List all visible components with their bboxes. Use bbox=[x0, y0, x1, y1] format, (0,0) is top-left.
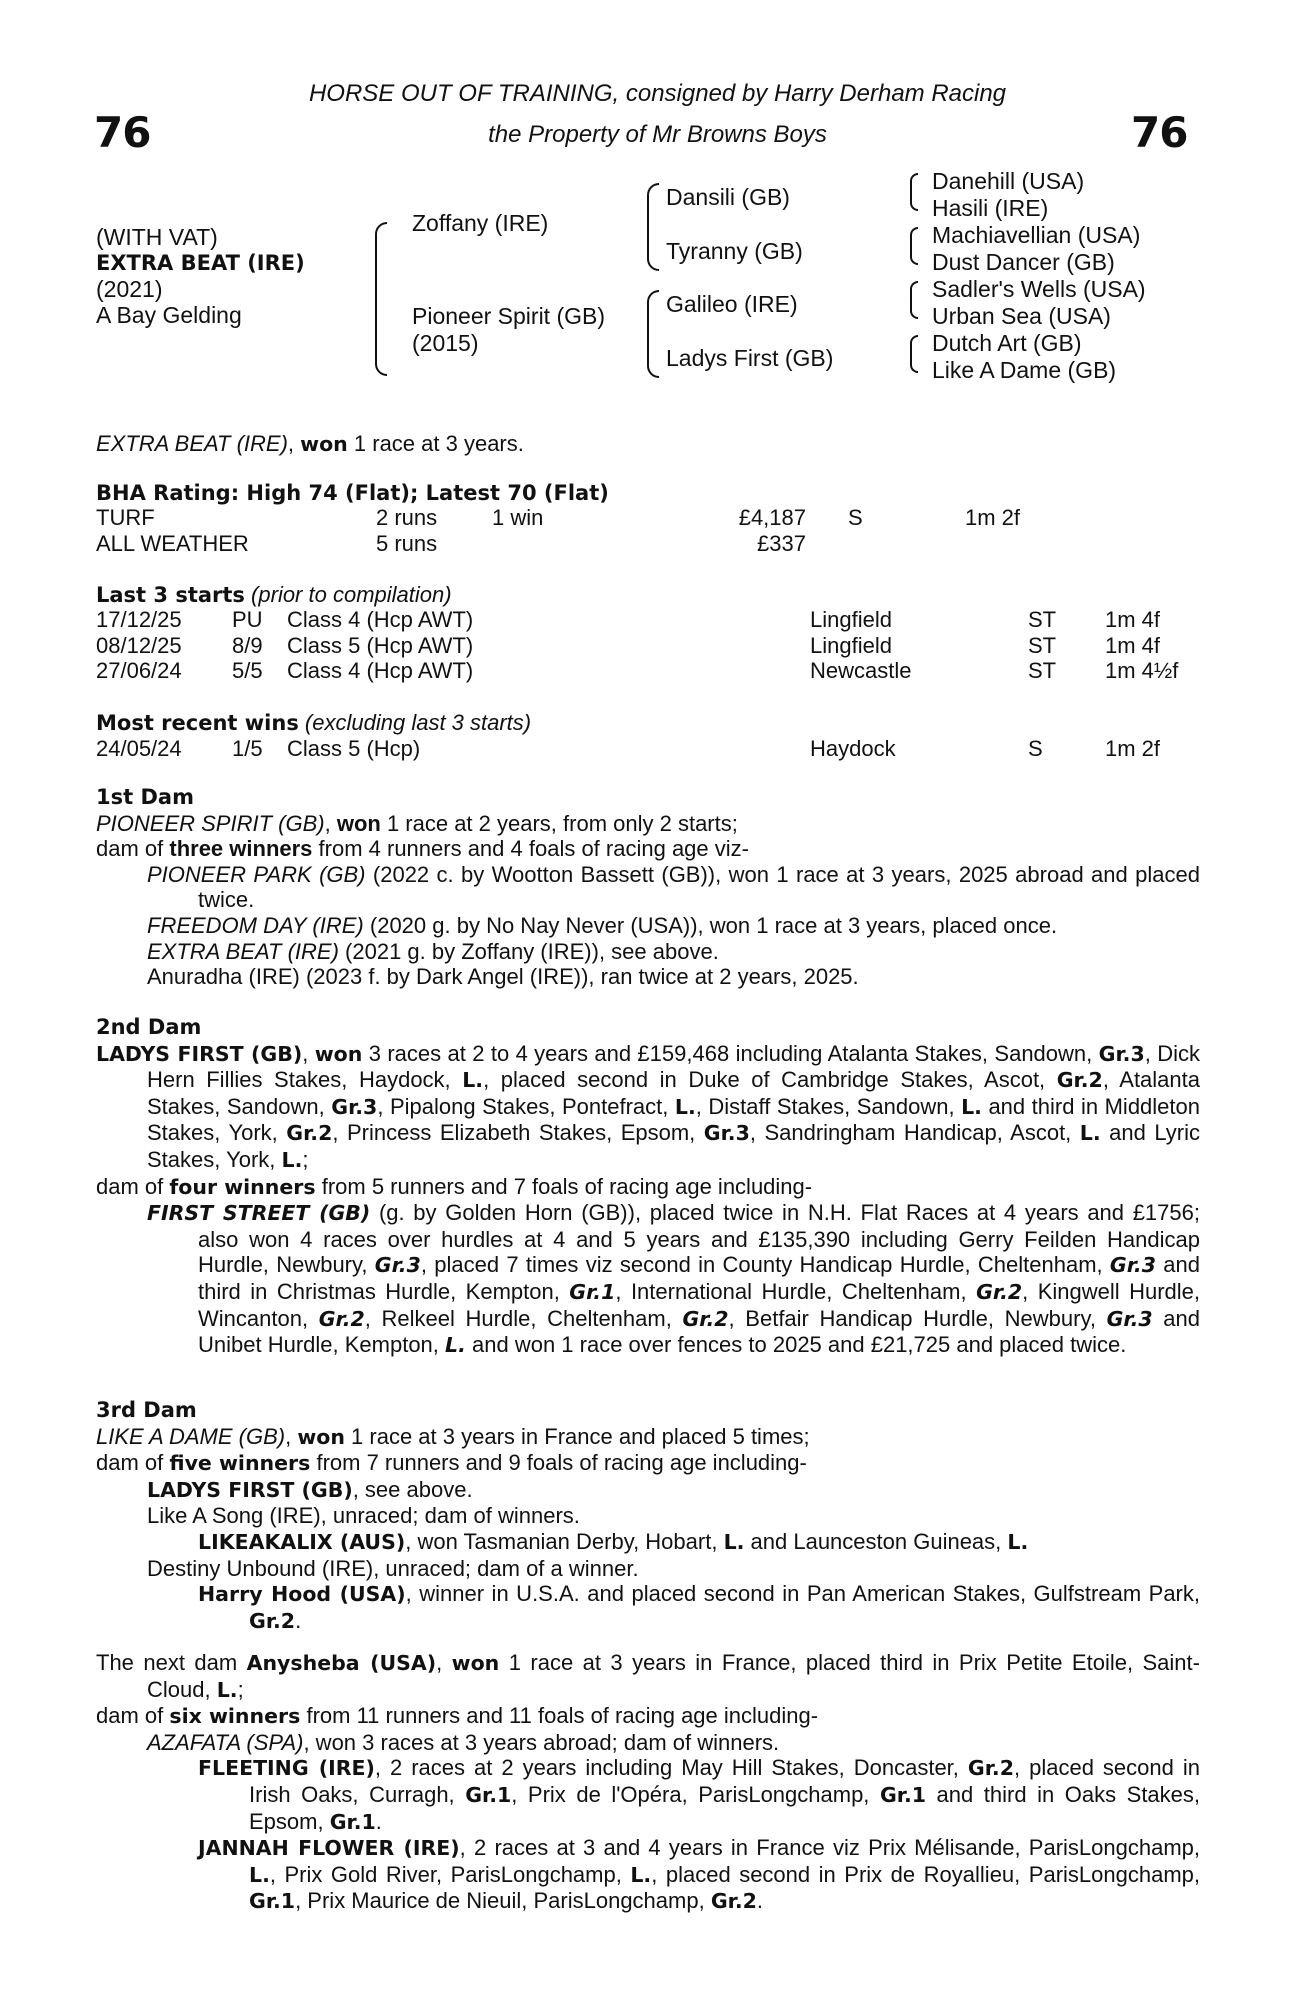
section-paragraph bbox=[96, 1174, 1200, 1201]
text-run: L. bbox=[216, 1677, 238, 1702]
text-run: Gr.1 bbox=[465, 1782, 512, 1807]
rating-prize: £4,187 bbox=[738, 505, 806, 530]
text-run: L. bbox=[1079, 1121, 1101, 1146]
pedigree-brace-dam-line bbox=[647, 290, 659, 378]
text-run: , bbox=[302, 1040, 315, 1066]
pedigree-section bbox=[96, 785, 1200, 990]
recent-wins-title: Most recent wins bbox=[96, 711, 299, 735]
race-distance: 1m 4f bbox=[1105, 632, 1161, 658]
race-distance: 1m 4½f bbox=[1105, 658, 1179, 683]
section-paragraph bbox=[96, 1703, 1200, 1730]
pedigree-brace-gg1 bbox=[910, 173, 918, 211]
text-run: , placed 7 times viz second in County Handicap Hurdle, Cheltenham, bbox=[420, 1252, 1110, 1278]
text-run: three winners bbox=[169, 836, 313, 862]
pedigree-brace-parents bbox=[375, 222, 387, 376]
horse-name: EXTRA BEAT (IRE) bbox=[96, 251, 305, 275]
section-paragraph bbox=[147, 964, 1200, 990]
text-run: , 2 races at 2 years including May Hill Stakes, Doncaster, bbox=[374, 1755, 968, 1781]
text-run: , bbox=[324, 810, 337, 836]
race-position: 5/5 bbox=[232, 658, 263, 683]
text-run: , Atalanta Stakes, Sandown, bbox=[147, 1067, 1200, 1119]
vat-status: (WITH VAT) bbox=[96, 224, 218, 250]
section-paragraph bbox=[147, 913, 1200, 939]
race-distance: 1m 4f bbox=[1105, 607, 1161, 632]
rating-distance: 1m 2f bbox=[965, 505, 1021, 530]
text-run: 1 race at 3 years in France and placed 5 times; bbox=[344, 1423, 810, 1449]
race-going: ST bbox=[1028, 658, 1057, 683]
text-run: and third in Middleton Stakes, York, bbox=[147, 1093, 1201, 1146]
text-run: , Relkeel Hurdle, Cheltenham, bbox=[364, 1305, 683, 1331]
text-run: Gr.3 bbox=[703, 1121, 750, 1146]
text-run: JANNAH FLOWER (IRE) bbox=[198, 1836, 460, 1861]
text-run: from 11 runners and 11 foals of racing age including- bbox=[300, 1703, 819, 1729]
text-run: Gr.2 bbox=[1056, 1068, 1103, 1093]
section-title: 1st Dam bbox=[96, 785, 194, 809]
section-paragraph bbox=[198, 1581, 1200, 1634]
text-run: Gr.1 bbox=[329, 1809, 376, 1834]
text-run: Destiny Unbound (IRE), unraced; dam of a winner. bbox=[147, 1555, 639, 1581]
text-run: and won 1 race over fences to 2025 and £21,725 and placed twice. bbox=[465, 1332, 1127, 1358]
pedigree-dam-dam: Ladys First (GB) bbox=[666, 345, 834, 371]
race-position: 8/9 bbox=[232, 632, 263, 658]
pedigree-sire: Zoffany (IRE) bbox=[412, 210, 549, 236]
text-run: and third in Oaks Stakes, Epsom, bbox=[249, 1781, 1201, 1834]
text-run: , placed second in Duke of Cambridge Stakes, Ascot, bbox=[483, 1067, 1057, 1093]
text-run: dam of bbox=[96, 836, 170, 862]
race-venue: Lingfield bbox=[810, 632, 892, 658]
text-run: Gr.2 bbox=[249, 1608, 296, 1633]
catalogue-header-property: the Property of Mr Browns Boys bbox=[488, 121, 827, 148]
rating-surface: ALL WEATHER bbox=[96, 530, 249, 556]
text-run: LADYS FIRST (GB) bbox=[147, 1477, 353, 1502]
text-run: Harry Hood (USA) bbox=[198, 1582, 406, 1607]
text-run: and Unibet Hurdle, Kempton, bbox=[198, 1305, 1200, 1358]
text-run: Anuradha (IRE) (2023 f. by Dark Angel (IRE)), ran twice at 2 years, 2025. bbox=[147, 964, 859, 990]
text-run: L. bbox=[281, 1147, 303, 1172]
rating-wins: 1 win bbox=[492, 505, 544, 530]
catalogue-header-consignor: HORSE OUT OF TRAINING, consigned by Harry Derham Racing bbox=[308, 80, 1007, 107]
recent-wins-heading bbox=[96, 710, 531, 736]
section-paragraph bbox=[96, 811, 1200, 837]
text-run: six winners bbox=[169, 1704, 301, 1729]
text-run: , Princess Elizabeth Stakes, Epsom, bbox=[332, 1120, 704, 1146]
text-run: from 5 runners and 7 foals of racing age including- bbox=[315, 1173, 813, 1199]
text-run: , won Tasmanian Derby, Hobart, bbox=[405, 1528, 724, 1554]
text-run: Gr.1 bbox=[569, 1279, 616, 1304]
text-run: four winners bbox=[169, 1174, 316, 1199]
text-run: dam of bbox=[96, 1703, 170, 1729]
text-run: EXTRA BEAT (IRE) bbox=[147, 938, 339, 964]
race-distance: 1m 2f bbox=[1105, 736, 1161, 761]
text-run: (2021 g. by Zoffany (IRE)), see above. bbox=[338, 938, 719, 964]
text-run: . bbox=[295, 1607, 302, 1633]
text-run: L. bbox=[961, 1094, 982, 1119]
last-starts-heading bbox=[96, 582, 452, 608]
text-run: Anysheba (USA) bbox=[246, 1651, 437, 1675]
text-run: won bbox=[314, 1041, 363, 1066]
text-run: Gr.2 bbox=[967, 1756, 1014, 1781]
text-run: 3 races at 2 to 4 years and £159,468 including Atalanta Stakes, Sandown, bbox=[362, 1040, 1099, 1066]
text-run: 1 race at 3 years in France, placed third in Prix Petite Etoile, Saint-Cloud, bbox=[147, 1650, 1200, 1702]
section-paragraph bbox=[147, 1556, 1200, 1582]
lot-number-right: 76 bbox=[1131, 108, 1188, 157]
text-run: The next dam bbox=[96, 1650, 247, 1675]
rating-runs: 5 runs bbox=[376, 530, 438, 556]
text-run: from 7 runners and 9 foals of racing age including- bbox=[310, 1450, 807, 1476]
pedigree-brace-gg4 bbox=[910, 335, 918, 373]
text-run: Gr.2 bbox=[710, 1889, 757, 1914]
text-run: PIONEER PARK (GB) bbox=[147, 861, 366, 887]
race-position: PU bbox=[232, 607, 263, 632]
race-class: Class 4 (Hcp AWT) bbox=[287, 607, 474, 632]
rating-prize: £337 bbox=[757, 530, 806, 556]
pedigree-gg-1: Danehill (USA) bbox=[932, 168, 1085, 194]
text-run: , bbox=[436, 1650, 452, 1675]
text-run: Gr.2 bbox=[682, 1306, 729, 1331]
race-venue: Newcastle bbox=[810, 658, 912, 683]
text-run: L. bbox=[723, 1529, 745, 1554]
pedigree-dam-sire: Galileo (IRE) bbox=[666, 291, 798, 317]
pedigree-gg-7: Dutch Art (GB) bbox=[932, 330, 1082, 356]
text-run: L. bbox=[462, 1068, 484, 1093]
last-starts-subtitle: (prior to compilation) bbox=[244, 582, 452, 607]
section-paragraph bbox=[147, 939, 1200, 965]
text-run: , placed second in Prix de Royallieu, ParisLongchamp, bbox=[651, 1861, 1200, 1887]
text-run: Gr.3 bbox=[1106, 1306, 1153, 1331]
text-run: from 4 runners and 4 foals of racing age viz- bbox=[312, 836, 749, 862]
text-run: , International Hurdle, Cheltenham, bbox=[615, 1278, 977, 1304]
text-run: FREEDOM DAY (IRE) bbox=[147, 912, 364, 938]
pedigree-gg-4: Dust Dancer (GB) bbox=[932, 249, 1115, 275]
section-paragraph bbox=[147, 1477, 1200, 1504]
text-run: LIKE A DAME (GB) bbox=[96, 1423, 286, 1449]
recent-wins-subtitle: (excluding last 3 starts) bbox=[298, 710, 532, 735]
race-venue: Lingfield bbox=[810, 607, 892, 632]
race-summary bbox=[96, 431, 524, 457]
race-date: 24/05/24 bbox=[96, 736, 182, 761]
text-run: . bbox=[375, 1808, 382, 1834]
text-run: and Launceston Guineas, bbox=[744, 1528, 1008, 1554]
race-class: Class 5 (Hcp AWT) bbox=[287, 632, 474, 658]
text-run: , Distaff Stakes, Sandown, bbox=[695, 1093, 962, 1119]
race-class: Class 4 (Hcp AWT) bbox=[287, 658, 474, 683]
text-run: and Lyric Stakes, York, bbox=[147, 1120, 1200, 1172]
text-run: Gr.1 bbox=[879, 1782, 927, 1807]
text-run: , winner in U.S.A. and placed second in Pan American Stakes, Gulfstream Park, bbox=[405, 1581, 1200, 1607]
text-run: dam of bbox=[96, 1173, 170, 1199]
text-run: , 2 races at 3 and 4 years in France viz Prix Mélisande, ParisLongchamp, bbox=[459, 1835, 1200, 1861]
text-run: won bbox=[336, 810, 381, 836]
rating-surface: TURF bbox=[96, 505, 155, 530]
text-run: L. bbox=[674, 1094, 696, 1119]
text-run: , bbox=[285, 1423, 298, 1449]
text-run: Gr.1 bbox=[249, 1889, 296, 1914]
text-run: (2022 c. by Wootton Bassett (GB)), won 1 race at 3 years, 2025 abroad and placed twice. bbox=[198, 861, 1200, 913]
pedigree-section bbox=[96, 1650, 1200, 1915]
lot-number-left: 76 bbox=[94, 108, 151, 157]
pedigree-sire-dam: Tyranny (GB) bbox=[666, 238, 803, 264]
text-run: , placed second in Irish Oaks, Curragh, bbox=[249, 1755, 1200, 1807]
text-run: 1 race at 2 years, from only 2 starts; bbox=[380, 810, 738, 836]
text-run: five winners bbox=[169, 1451, 311, 1476]
horse-description: A Bay Gelding bbox=[96, 302, 242, 328]
race-class: Class 5 (Hcp) bbox=[287, 736, 421, 761]
pedigree-gg-6: Urban Sea (USA) bbox=[932, 303, 1111, 329]
text-run: FIRST STREET (GB) bbox=[147, 1201, 371, 1226]
text-run: L. bbox=[630, 1862, 652, 1887]
text-run: Gr.3 bbox=[1109, 1253, 1156, 1278]
summary-horse-name: EXTRA BEAT (IRE) bbox=[96, 431, 288, 456]
text-run: L. bbox=[1007, 1529, 1029, 1554]
pedigree-section bbox=[96, 1015, 1200, 1359]
text-run: LIKEAKALIX (AUS) bbox=[198, 1529, 406, 1554]
rating-runs: 2 runs bbox=[376, 505, 438, 530]
summary-won: won bbox=[300, 432, 348, 456]
section-paragraph bbox=[198, 1755, 1200, 1835]
text-run: , Sandringham Handicap, Ascot, bbox=[749, 1120, 1080, 1146]
text-run: LADYS FIRST (GB) bbox=[96, 1041, 303, 1066]
text-run: Gr.2 bbox=[976, 1279, 1023, 1304]
text-run: , Dick Hern Fillies Stakes, Haydock, bbox=[147, 1040, 1200, 1093]
text-run: and third in Christmas Hurdle, Kempton, bbox=[198, 1252, 1200, 1304]
race-date: 27/06/24 bbox=[96, 658, 182, 683]
pedigree-gg-5: Sadler's Wells (USA) bbox=[932, 276, 1146, 302]
text-run: Gr.2 bbox=[318, 1306, 365, 1331]
pedigree-brace-gg2 bbox=[910, 227, 918, 265]
text-run: , won 3 races at 3 years abroad; dam of winners. bbox=[303, 1729, 780, 1755]
text-run: (2020 g. by No Nay Never (USA)), won 1 race at 3 years, placed once. bbox=[363, 912, 1058, 938]
race-date: 17/12/25 bbox=[96, 607, 182, 632]
text-run: Gr.3 bbox=[374, 1253, 421, 1278]
section-paragraph bbox=[96, 1041, 1200, 1174]
bha-rating-title: BHA Rating: High 74 (Flat); Latest 70 (Flat) bbox=[96, 481, 609, 505]
text-run: FLEETING (IRE) bbox=[198, 1756, 375, 1781]
text-run: dam of bbox=[96, 1450, 170, 1476]
text-run: , Betfair Handicap Hurdle, Newbury, bbox=[728, 1305, 1107, 1331]
race-going: S bbox=[1028, 736, 1043, 761]
section-paragraph bbox=[147, 1730, 1200, 1756]
pedigree-gg-2: Hasili (IRE) bbox=[932, 195, 1049, 221]
section-paragraph bbox=[147, 862, 1200, 913]
summary-rest: 1 race at 3 years. bbox=[347, 431, 524, 456]
text-run: ; bbox=[237, 1676, 244, 1702]
text-run: , Kingwell Hurdle, Wincanton, bbox=[198, 1278, 1201, 1331]
race-venue: Haydock bbox=[810, 736, 896, 761]
last-starts-title: Last 3 starts bbox=[96, 583, 245, 607]
text-run: L. bbox=[445, 1333, 466, 1358]
text-run: PIONEER SPIRIT (GB) bbox=[96, 810, 325, 836]
text-run: Gr.2 bbox=[286, 1121, 333, 1146]
race-going: ST bbox=[1028, 632, 1057, 658]
section-paragraph bbox=[147, 1200, 1200, 1359]
section-paragraph bbox=[96, 1424, 1200, 1451]
text-run: Gr.3 bbox=[1098, 1041, 1145, 1066]
section-paragraph bbox=[96, 1450, 1200, 1477]
section-paragraph bbox=[96, 1650, 1200, 1703]
section-title: 2nd Dam bbox=[96, 1015, 202, 1039]
pedigree-gg-3: Machiavellian (USA) bbox=[932, 222, 1141, 248]
pedigree-sire-sire: Dansili (GB) bbox=[666, 184, 790, 210]
horse-year: (2021) bbox=[96, 276, 163, 302]
text-run: won bbox=[451, 1651, 500, 1675]
text-run: , see above. bbox=[352, 1476, 473, 1502]
text-run: Like A Song (IRE), unraced; dam of winners. bbox=[147, 1503, 580, 1529]
section-paragraph bbox=[96, 836, 1200, 862]
text-run: (g. by Golden Horn (GB)), placed twice in N.H. Flat Races at 4 years and £1756; also won 4 races over hurdles at 4 and 5 years and £135,390 including Gerry Feilden Handicap Hurdle, Newbury, bbox=[198, 1200, 1200, 1278]
pedigree-brace-gg3 bbox=[910, 281, 918, 319]
pedigree-brace-sire-line bbox=[647, 183, 659, 271]
text-run: L. bbox=[249, 1862, 270, 1887]
text-run: won bbox=[297, 1424, 345, 1449]
pedigree-dam-year: (2015) bbox=[412, 330, 479, 356]
text-run: Gr.3 bbox=[331, 1094, 378, 1119]
rating-going: S bbox=[848, 505, 863, 530]
text-run: , Prix Gold River, ParisLongchamp, bbox=[269, 1861, 631, 1887]
summary-separator: , bbox=[287, 431, 301, 456]
text-run: ; bbox=[302, 1146, 309, 1172]
race-date: 08/12/25 bbox=[96, 632, 182, 658]
text-run: , Pipalong Stakes, Pontefract, bbox=[377, 1093, 675, 1119]
race-going: ST bbox=[1028, 607, 1057, 632]
pedigree-section bbox=[96, 1398, 1200, 1634]
text-run: AZAFATA (SPA) bbox=[147, 1729, 304, 1755]
text-run: , Prix de l'Opéra, ParisLongchamp, bbox=[511, 1781, 880, 1807]
race-position: 1/5 bbox=[232, 736, 263, 761]
pedigree-dam: Pioneer Spirit (GB) bbox=[412, 303, 606, 329]
section-title: 3rd Dam bbox=[96, 1398, 197, 1422]
section-paragraph bbox=[147, 1503, 1200, 1529]
pedigree-gg-8: Like A Dame (GB) bbox=[932, 357, 1117, 383]
section-paragraph bbox=[198, 1529, 1200, 1556]
text-run: , Prix Maurice de Nieuil, ParisLongchamp, bbox=[295, 1888, 711, 1914]
text-run: . bbox=[756, 1888, 764, 1914]
section-paragraph bbox=[198, 1835, 1200, 1915]
